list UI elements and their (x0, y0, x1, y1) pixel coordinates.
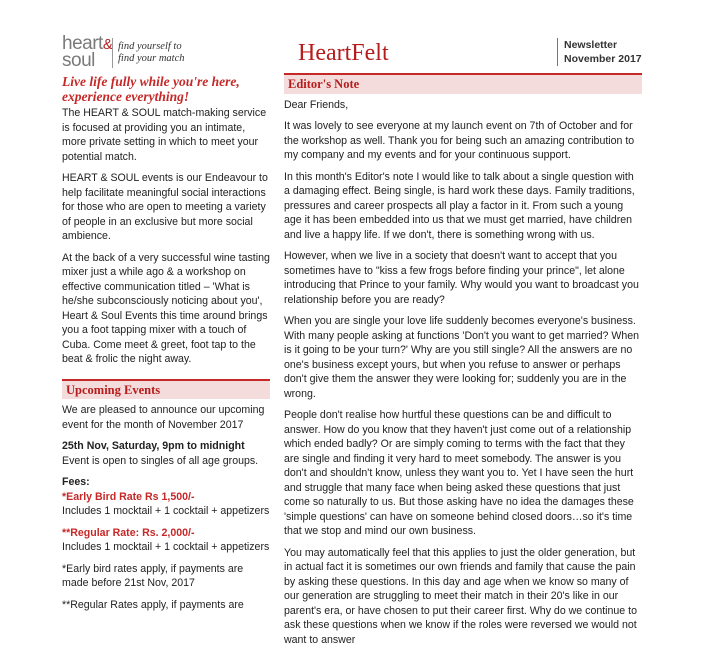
editor-paragraph: People don't realise how hurtful these questions can be and difficult to answer. How do you know that they haven't just come out of a relationship which ended badly? Or are simply coming to terms with the fact that they are single and finding it very hard to meet somebody. The answer is you don't and shouldn't know, unless they want you to. Yet I have seen the hurt and struggle that many face when being asked these questions that just come so naturally to us. But those asking have no idea the damages these 'simple questions' can have on someone behind closed doors…so it's time that we stop and mind our own business. (284, 409, 634, 537)
regular-note: **Regular Rates apply, if payments are (62, 598, 244, 611)
logo-amp-text: & (102, 36, 113, 53)
intro-paragraph: The HEART & SOUL match-making service is focused at providing you an intimate, more private setting in which to meet your potential match. (62, 107, 267, 163)
newsletter-title: HeartFelt (298, 40, 389, 66)
intro-paragraph: At the back of a very successful wine tasting mixer just a while ago & a workshop on effective communication titled – 'What is he/she subconsciously noticing about you', Heart & Soul Events this time around brings you a foot tapping mixer with a touch of Cuba. Come meet & greet, foot tap to the beat & frolic the night away. (62, 251, 270, 365)
events-intro: We are pleased to announce our upcoming event for the month of November 2017 (62, 404, 265, 431)
editor-paragraph: In this month's Editor's note I would like to talk about a single question with a damaging effect. Being single, is hard work these days. Family traditions, pressures and career prospects all play a factor in it. From such a young age it has been embedded into us that we must get married, have children and live a happy life. If we don't, there is something wrong with us. (284, 170, 635, 241)
editor-paragraph: It was lovely to see everyone at my launch event on 7th of October and for the workshop as well. Thank you for being such an amazing contribution to my company and my events and for your continuous support. (284, 120, 635, 161)
editor-paragraph: However, when we live in a society that doesn't want to accept that you sometimes have to "kiss a few frogs before finding your prince", let alone introducing that Prince to your family. Why would you want to broadcast you relationship before you are ready? (284, 250, 639, 306)
editor-paragraph: You may automatically feel that this applies to just the older generation, but in actual fact it is sometimes our own friends and family that cause the pain by asking these questions. In this day and age when we know so many of our generation are struggling to meet their match in their 20's like in our parent's era, or have chosen to put their career first. Why do we continue to ask these questions when we know if the roles were reversed we would not want to answer (284, 546, 637, 646)
left-column (62, 106, 270, 619)
logo-wordmark (62, 33, 113, 71)
logo-tagline (118, 41, 185, 65)
issue-label: Newsletter (564, 39, 618, 51)
fees-label: Fees: (62, 476, 90, 488)
issue-date: November 2017 (564, 53, 642, 65)
slogan: Live life fully while you're here, experience everything! (62, 74, 240, 104)
tagline-line-2: find your match (118, 53, 185, 64)
event-date: 25th Nov, Saturday, 9pm to midnight (62, 440, 245, 452)
early-bird-rate: *Early Bird Rate Rs 1,500/- (62, 490, 195, 503)
regular-rate: **Regular Rate: Rs. 2,000/- (62, 526, 195, 539)
early-bird-note: *Early bird rates apply, if payments are made before 21st Nov, 2017 (62, 562, 244, 589)
heart-and-soul-logo (62, 33, 212, 71)
right-column (284, 73, 642, 654)
greeting: Dear Friends, (284, 98, 349, 111)
regular-includes: Includes 1 mocktail + 1 cocktail + appetizers (62, 541, 270, 553)
logo-heart-text: heart (62, 33, 103, 54)
issue-info (557, 38, 642, 66)
event-open-note: Event is open to singles of all age groups. (62, 454, 259, 467)
early-bird-includes: Includes 1 mocktail + 1 cocktail + appetizers (62, 505, 270, 517)
upcoming-events-heading: Upcoming Events (62, 379, 270, 400)
logo-soul-text: soul (62, 50, 95, 71)
intro-paragraph: HEART & SOUL events is our Endeavour to help facilitate meaningful social interactions for those who are open to meeting a variety of people in an exclusive but more social ambience. (62, 172, 268, 242)
logo-divider (112, 38, 113, 68)
tagline-line-1: find yourself to (118, 41, 182, 52)
editor-paragraph: When you are single your love life suddenly becomes everyone's business. With many people asking at functions 'Don't you want to get married? When is it going to be your turn?' Why are you still single? All the answers are no one's business except yours, but when you refuse to answer or perhaps don't give them the answer they were looking for; suddenly you are in the wrong. (284, 315, 639, 400)
editors-note-heading: Editor's Note (284, 73, 642, 94)
